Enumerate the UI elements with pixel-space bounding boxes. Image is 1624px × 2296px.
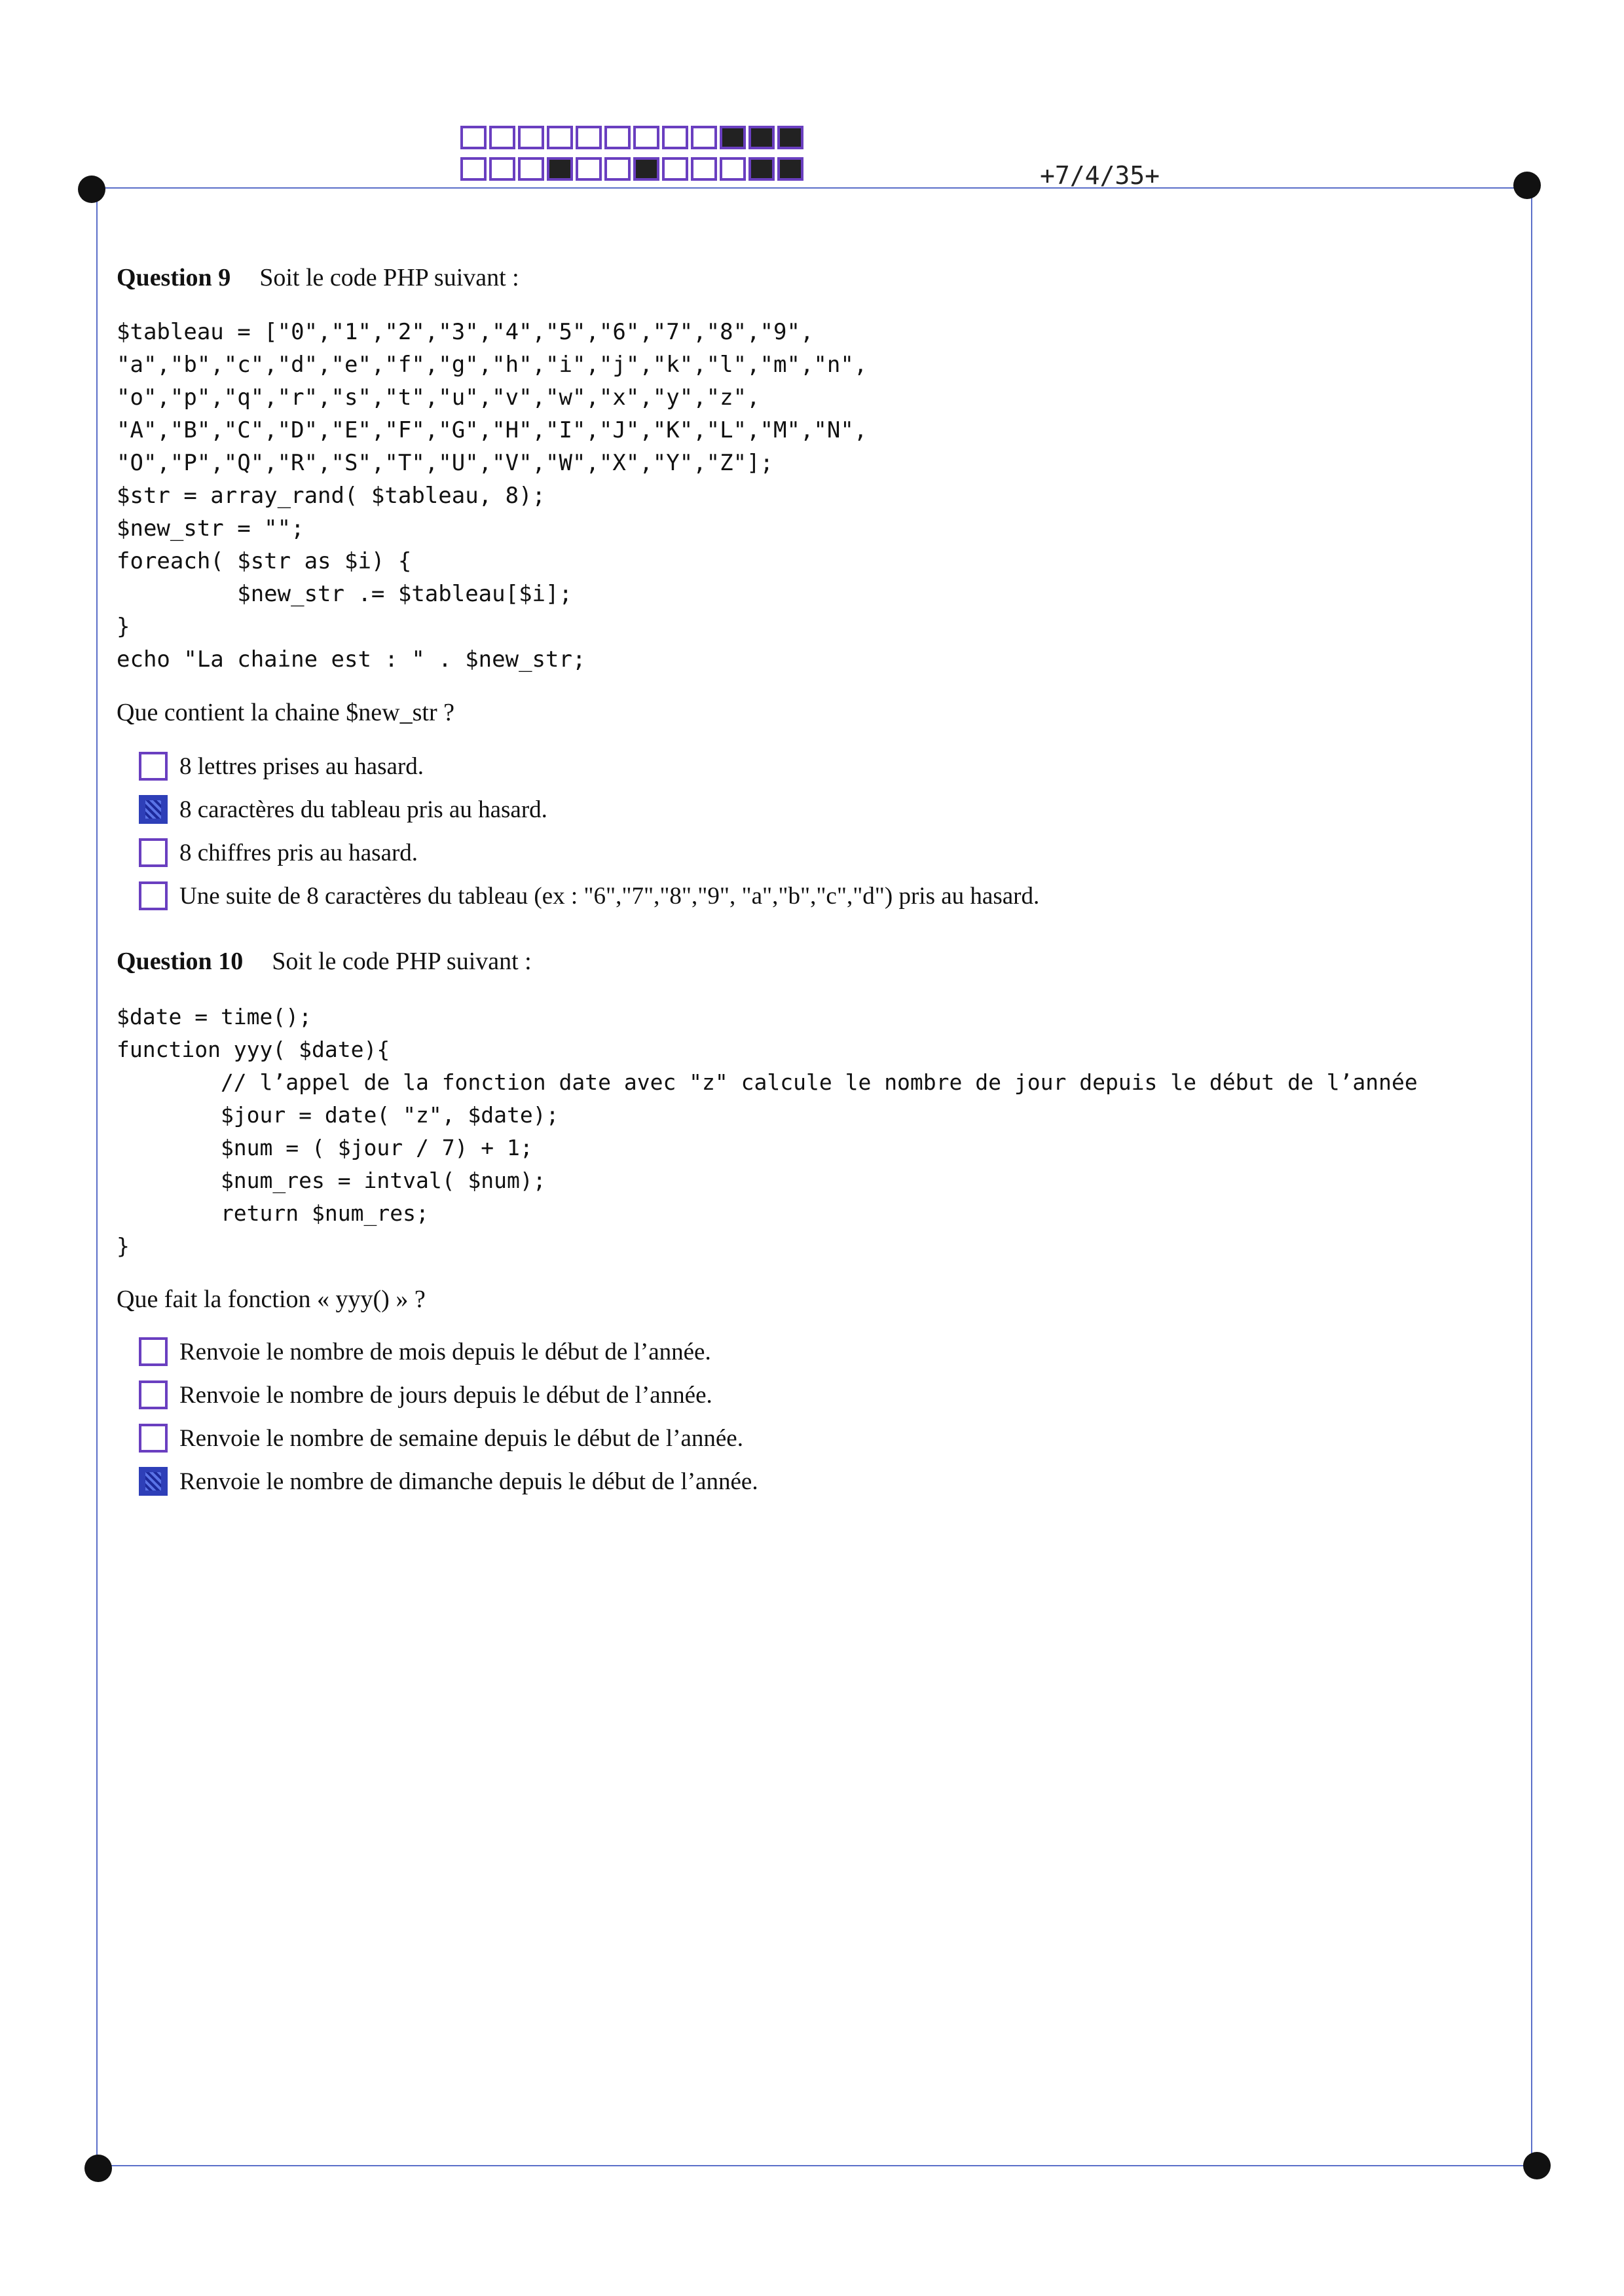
id-box-empty (604, 126, 631, 149)
id-box-empty (518, 157, 544, 181)
id-box-empty (691, 157, 717, 181)
id-box-empty (662, 126, 688, 149)
answer-checkbox[interactable] (139, 1424, 168, 1453)
question-10-option-1 (139, 1337, 711, 1366)
id-box-empty (576, 157, 602, 181)
id-box-filled (720, 126, 746, 149)
option-label: Renvoie le nombre de jours depuis le début de l’année. (179, 1381, 712, 1409)
id-box-filled (777, 157, 803, 181)
question-9-prompt: Que contient la chaine $new_str ? (117, 699, 454, 726)
question-10-code: $date = time(); function yyy( $date){ // l’appel de la fonction date avec "z" calcule le nombre de jour depuis le début de l’année $jour = date( "z", $date); $num = ( $jour / 7) + 1; $num_res = intval( $num); return $num_res; } (117, 1004, 1418, 1259)
option-label: 8 caractères du tableau pris au hasard. (179, 796, 547, 823)
id-box-filled (633, 157, 659, 181)
corner-marker-bottom-right (1523, 2152, 1551, 2179)
question-9-label: Question 9 (117, 264, 231, 291)
question-10-option-3 (139, 1424, 743, 1453)
question-10-intro: Soit le code PHP suivant : (272, 948, 532, 975)
answer-checkbox[interactable] (139, 795, 168, 824)
answer-checkbox[interactable] (139, 881, 168, 910)
corner-marker-top-left (78, 176, 105, 203)
question-9-option-3 (139, 838, 418, 867)
id-box-filled (748, 126, 775, 149)
answer-checkbox[interactable] (139, 838, 168, 867)
id-box-empty (576, 126, 602, 149)
id-box-empty (633, 126, 659, 149)
id-box-empty (518, 126, 544, 149)
frame-top-line (92, 187, 1529, 189)
option-label: 8 lettres prises au hasard. (179, 752, 424, 780)
question-9-option-4 (139, 881, 1039, 910)
question-10-label: Question 10 (117, 948, 244, 975)
id-code-row-1 (460, 126, 803, 149)
id-box-empty (604, 157, 631, 181)
id-box-filled (777, 126, 803, 149)
question-9-code: $tableau = ["0","1","2","3","4","5","6","7","8","9", "a","b","c","d","e","f","g","h","i","j","k","l","m","n", "o","p","q","r","s","t","u","v","w","x","y","z", "A","B","C","D","E","F","G","H","I","J","K","L","M","N", "O","P","Q","R","S","T","U","V","W","X","Y","Z"]; $str = array_rand( $tableau, 8); $new_str = ""; foreach( $str as $i) { $new_str .= $tableau[$i]; } echo "La chaine est : " . $new_str; (117, 319, 868, 673)
option-label: Renvoie le nombre de mois depuis le début de l’année. (179, 1338, 711, 1365)
question-10-prompt: Que fait la fonction « yyy() » ? (117, 1286, 426, 1313)
question-9-heading (117, 263, 519, 292)
id-box-empty (547, 126, 573, 149)
answer-checkbox[interactable] (139, 1467, 168, 1496)
frame-right-line (1531, 187, 1532, 2165)
id-box-filled (547, 157, 573, 181)
answer-checkbox[interactable] (139, 1337, 168, 1366)
id-box-empty (720, 157, 746, 181)
question-10-option-4 (139, 1467, 758, 1496)
page-id: +7/4/35+ (1040, 161, 1160, 190)
id-box-empty (489, 126, 515, 149)
answer-checkbox[interactable] (139, 1380, 168, 1409)
id-box-empty (489, 157, 515, 181)
answer-checkbox[interactable] (139, 752, 168, 781)
question-9-intro: Soit le code PHP suivant : (259, 264, 519, 291)
option-label: Une suite de 8 caractères du tableau (ex : "6","7","8","9", "a","b","c","d") pris au hasard. (179, 882, 1040, 910)
id-code-row-2 (460, 157, 803, 181)
option-label: Renvoie le nombre de dimanche depuis le début de l’année. (179, 1468, 758, 1495)
frame-left-line (96, 189, 98, 2166)
option-label: 8 chiffres pris au hasard. (179, 839, 418, 866)
question-10-heading (117, 947, 532, 976)
corner-marker-top-right (1513, 172, 1541, 199)
id-box-empty (460, 157, 487, 181)
corner-marker-bottom-left (84, 2155, 112, 2182)
question-9-option-1 (139, 752, 424, 781)
question-9-option-2 (139, 795, 547, 824)
question-10-option-2 (139, 1380, 712, 1409)
id-box-empty (662, 157, 688, 181)
frame-bottom-line (98, 2165, 1536, 2166)
id-box-empty (460, 126, 487, 149)
id-box-empty (691, 126, 717, 149)
option-label: Renvoie le nombre de semaine depuis le début de l’année. (179, 1424, 743, 1452)
id-box-filled (748, 157, 775, 181)
